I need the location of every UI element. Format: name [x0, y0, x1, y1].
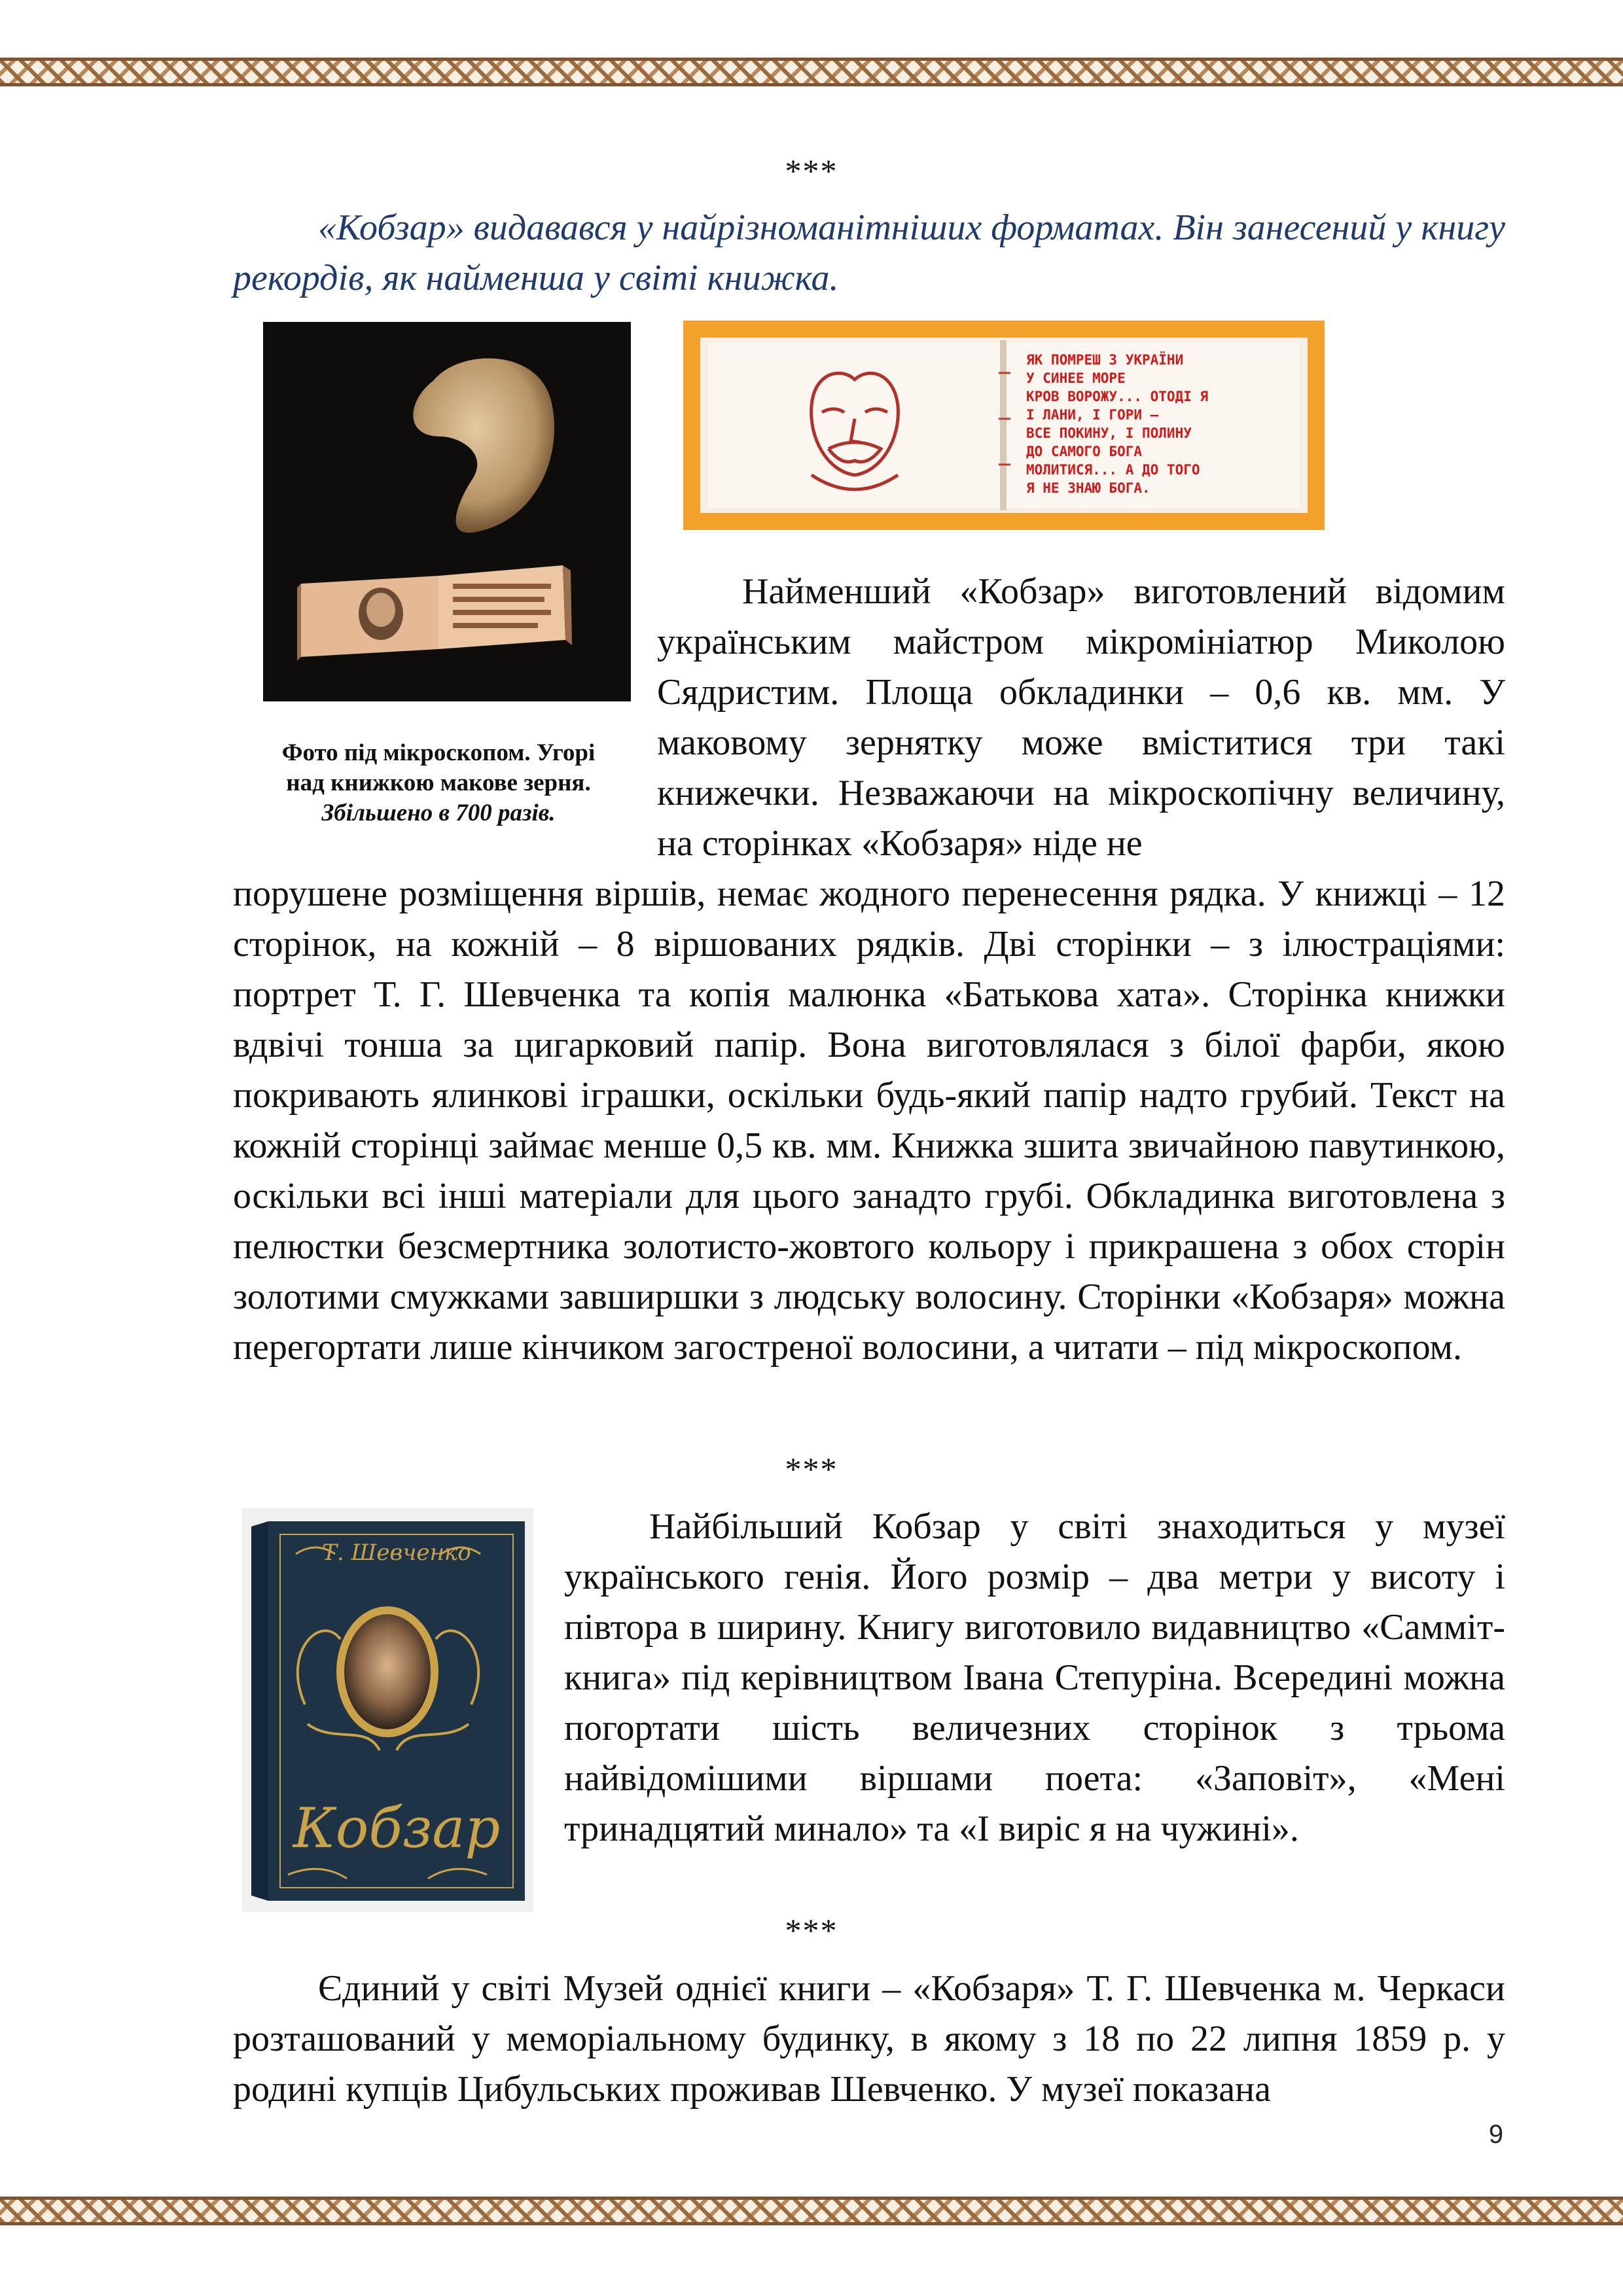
paragraph-text: порушене розміщення віршів, немає жодного перенесення рядка. У книжці – 12 сторінок, на кожній – 8 віршованих рядків. Дві сторінки – з ілюстраціями: портрет Т. Г. Шевченка та копія малюнка «Батькова хата». Сторінка книжки вдвічі тонша за цигарковий папір. Вона виготовлялася з білої фарби, якою покривають ялинкові іграшки, оскільки будь-який папір надто грубий. Текст на кожній сторінці займає менше 0,5 кв. мм. Книжка зшита звичайною павутинкою, оскільки всі інші матеріали для цього занадто грубі. Обкладинка виготовлена з пелюстки безсмертника золотисто-жовтого кольору і прикрашена з обох сторін золотими смужками завширшки з людську волосину. Сторінки «Кобзаря» можна перегортати лише кінчиком загостреної волосини, а читати – під мікроскопом. [233, 874, 1505, 1368]
mini-text-line: ЯК ПОМРЕШ З УКРАЇНИ [1026, 352, 1184, 368]
miniature-kobzar-photo [683, 321, 1325, 530]
poppy-seed-and-book-image [263, 322, 631, 701]
bottom-ornament-border [0, 2197, 1623, 2225]
mini-text-line: ВСЕ ПОКИНУ, І ПОЛИНУ [1026, 425, 1192, 441]
shevchenko-portrait [344, 1614, 431, 1729]
mini-text-line: МОЛИТИСЯ... А ДО ТОГО [1026, 462, 1200, 478]
book-author-label: Т. Шевченко [322, 1540, 471, 1566]
microscope-photo [263, 322, 631, 701]
paragraph-text: Найменший «Кобзар» виготовлений відомим українським майстром мікромініатюр Миколою Сядристим. Площа обкладинки – 0,6 кв. мм. У маковому зернятку може вміститися три такі книжечки. Незважаючи на мікроскопічну величину, на сторінках «Кобзаря» ніде не [657, 571, 1505, 864]
book-title-label: Кобзар [293, 1796, 501, 1860]
smallest-kobzar-paragraph-continued [233, 869, 1505, 1373]
paragraph-text: Єдиний у світі Музей однієї книги – «Кобзаря» Т. Г. Шевченка м. Черкаси розташований у меморіальному будинку, в якому з 18 по 22 липня 1859 р. у родині купців Цибульських проживав Шевченко. У музеї показана [233, 1968, 1505, 2110]
section-separator-3: *** [785, 1912, 838, 1949]
lead-paragraph [233, 203, 1505, 304]
top-ornament-border [0, 58, 1623, 86]
mini-text-line: У СИНЕЕ МОРЕ [1026, 370, 1126, 386]
biggest-kobzar-paragraph [564, 1502, 1505, 1854]
section-separator-1: *** [785, 152, 838, 189]
caption-line: над книжкою макове зерня. [286, 769, 591, 796]
mini-text-line: КРОВ ВОРОЖУ... ОТОДІ Я [1026, 389, 1209, 404]
page-number: 9 [1488, 2120, 1504, 2149]
smallest-kobzar-paragraph-top [657, 567, 1505, 869]
mini-text-line: Я НЕ ЗНАЮ БОГА. [1026, 480, 1150, 496]
caption-magnification: Збільшено в 700 разів. [321, 800, 556, 826]
mini-text-line: ДО САМОГО БОГА [1026, 444, 1143, 459]
mini-text-line: І ЛАНИ, І ГОРИ — [1026, 407, 1159, 423]
mini-book-page-text [1026, 351, 1294, 497]
caption-line: Фото під мікроскопом. Угорі [281, 739, 596, 766]
section-separator-2: *** [785, 1451, 838, 1487]
museum-paragraph [233, 1964, 1505, 2115]
paragraph-text: Найбільший Кобзар у світі знаходиться у музеї українського генія. Його розмір – два метри у висоту і півтора в ширину. Книгу виготовило видавництво «Самміт-книга» під керівництвом Івана Степуріна. Всередині можна погортати шість величезних сторінок з трьома найвідомішими віршами поета: «Заповіт», «Мені тринадцятий минало» та «І виріс я на чужині». [564, 1506, 1505, 1849]
lead-text: «Кобзар» видавався у найрізноманітніших форматах. Він занесений у книгу рекордів, як найменша у світі книжка. [233, 207, 1505, 298]
biggest-kobzar-photo [242, 1508, 533, 1912]
microscope-photo-caption [249, 738, 628, 828]
